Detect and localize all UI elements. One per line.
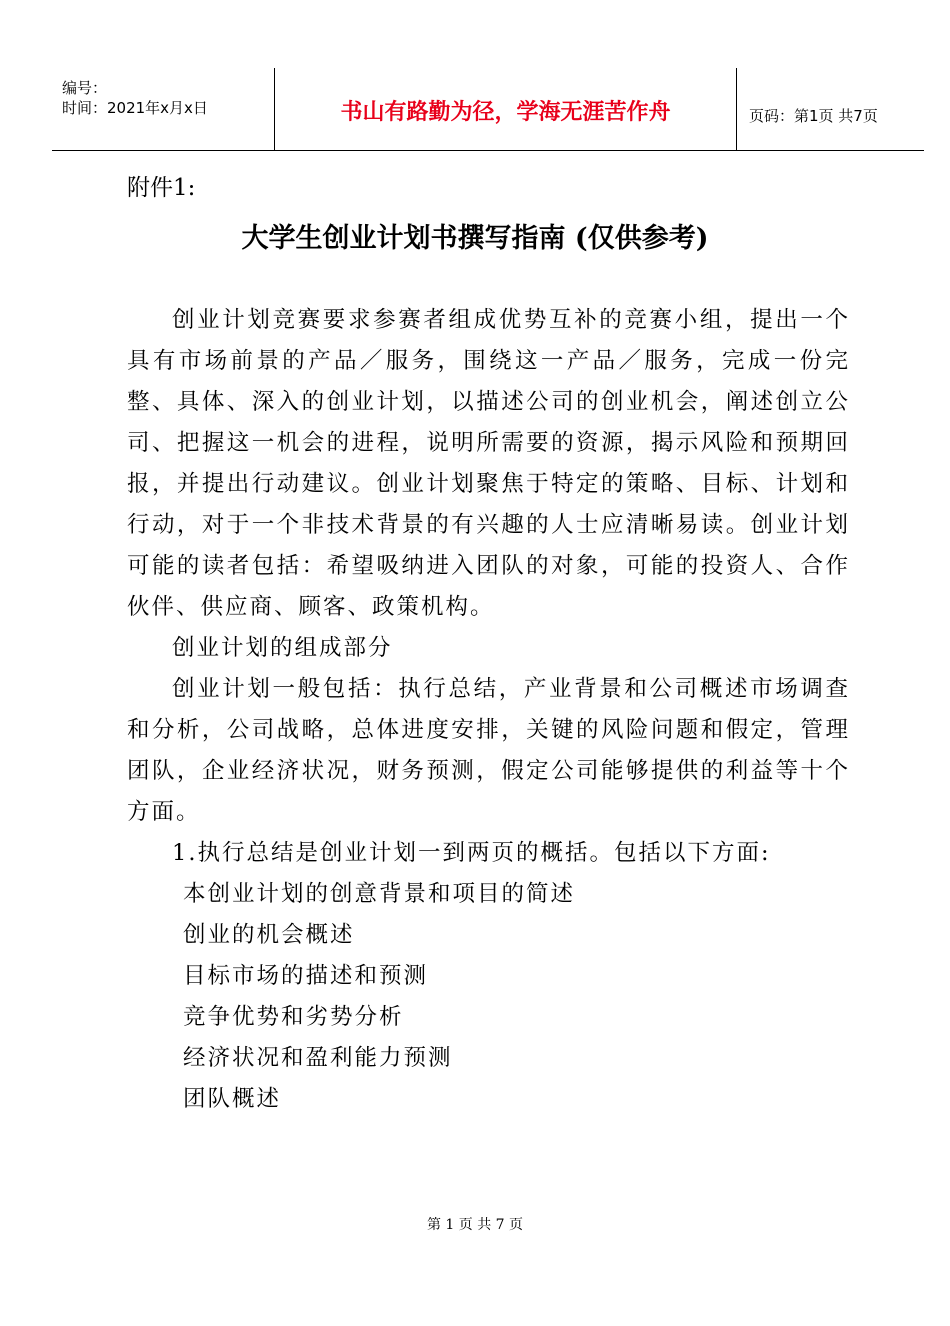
paragraph-components: 创业计划一般包括：执行总结，产业背景和公司概述市场调查和分析，公司战略，总体进度安排，关键的风险问题和假定，管理团队，企业经济状况，财务预测，假定公司能够提供的利益等十个方面。 xyxy=(127,676,850,825)
page-info-text: 页码：第1页 共7页 xyxy=(749,107,878,125)
document-title: 大学生创业计划书撰写指南 (仅供参考) xyxy=(241,223,709,254)
page-header xyxy=(52,68,924,151)
motto-text: 书山有路勤为径，学海无涯苦作舟 xyxy=(340,100,671,125)
paragraph-intro: 创业计划竞赛要求参赛者组成优势互补的竞赛小组，提出一个具有市场前景的产品／服务，围绕这一产品／服务，完成一份完整、具体、深入的创业计划，以描述公司的创业机会，阐述创立公司、把握这一机会的进程，说明所需要的资源，揭示风险和预期回报，并提出行动建议。创业计划聚焦于特定的策略、目标、计划和行动，对于一个非技术背景的有兴趣的人士应清晰易读。创业计划可能的读者包括：希望吸纳进入团队的对象，可能的投资人、合作伙伴、供应商、顾客、政策机构。 xyxy=(127,307,850,620)
list-item: 竞争优势和劣势分析 xyxy=(183,1004,404,1030)
document-body xyxy=(127,300,850,1120)
document-number-label: 编号： xyxy=(62,79,108,97)
list-item: 团队概述 xyxy=(183,1086,282,1112)
document-date: 时间：2021年x月x日 xyxy=(62,99,208,117)
paragraph-section-heading: 创业计划的组成部分 xyxy=(172,635,393,661)
header-meta xyxy=(52,68,274,150)
header-motto xyxy=(274,68,737,150)
list-item: 目标市场的描述和预测 xyxy=(183,963,429,989)
list-item: 本创业计划的创意背景和项目的简述 xyxy=(183,881,576,907)
paragraph-executive-summary: 1.执行总结是创业计划一到两页的概括。包括以下方面: xyxy=(172,840,771,866)
page-footer: 第 1 页 共 7 页 xyxy=(426,1217,524,1233)
list-item: 经济状况和盈利能力预测 xyxy=(183,1045,453,1071)
header-page-info xyxy=(735,68,924,150)
summary-list xyxy=(127,874,850,1120)
list-item: 创业的机会概述 xyxy=(183,922,355,948)
attachment-label: 附件1: xyxy=(127,175,196,201)
